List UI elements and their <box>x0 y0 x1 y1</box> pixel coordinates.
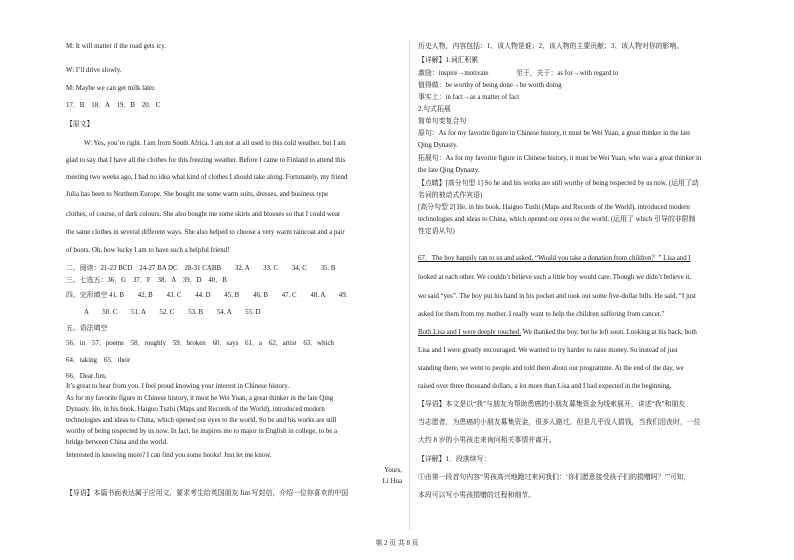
q67-para2-rest: We thanked the boy, but he left soon. Looking at his back, both <box>521 329 697 336</box>
passage-line: the same clothes in several different ways. She also helped to choose a very warm raincoat and a pair <box>66 229 345 236</box>
letter-line: 66．Dear Jim, <box>66 373 107 380</box>
q67-line: Lisa and I were greatly encouraged. We wanted to try harder to raise money. So instead of just <box>418 347 678 354</box>
letter-line: technologies and ideas to China, which opened our eyes to the world. So he and his works are still <box>66 417 337 424</box>
column-divider <box>409 40 410 530</box>
text-line: 名词的被动式作宾语) <box>418 192 483 199</box>
q67-line: standing there, we went to people and told them about our programme. At the end of the day, we <box>418 365 684 372</box>
cloze-answers: 四、完形填空 41. B 42. B 43. C 44. D 45. B 46. B 47. C 48. A 49. <box>66 292 348 299</box>
passage-line: of boots. Oh, how lucky I am to have such a helpful friend! <box>66 247 230 254</box>
letter-line: As for my favorite figure in Chinese history, it must be Wei Yuan, a great thinker in the late Qing <box>66 395 334 402</box>
original-label: 【原文】 <box>66 121 94 128</box>
text-line: 事实上：in fact→as a matter of fact <box>418 94 520 101</box>
text-line: [高分句型 2] He, in his book, Haiguo Tuzhi (Maps and Records of the World), introduced modern <box>418 204 690 211</box>
letter-closing: Yours, <box>384 467 402 474</box>
guide-line: 【详解】1．段落续写： <box>418 456 491 463</box>
guide-line: ①由第一段首句内容“男孩高兴地跑过来问我们：‘你们愿意接受孩子们的捐赠吗？’”可知， <box>418 474 691 481</box>
dialog-line: W: I’ll drive slowly. <box>66 67 122 74</box>
passage-line: meeting two weeks ago, I had no idea what kind of clothes I should take along. Fortunately, my friend <box>66 174 348 181</box>
q67-line: we said “yes”. The boy put his hand in his pocket and took out some five-dollar bills. He said, “I just <box>418 293 696 300</box>
reading-answers: 二、阅读：21-23 BCD 24-27 BA DC 28-31 CABB 32. A 33. C 34. C 35. B <box>66 265 336 272</box>
q67-line: raised over three thousand dollars, a lot more than Lisa and I had expected in the beginning. <box>418 383 672 390</box>
seven-choose-five-answers: 三、七选五：36．G 37．F 38．A 39．D 40．B <box>66 277 227 284</box>
text-line: 2.句式拓展 <box>418 106 451 113</box>
guide-line: 大约 8 岁的小男孩走来询问相关事情并离开。 <box>418 437 556 444</box>
answers-17-20: 17．B 18．A 19．B 20．C <box>66 102 161 109</box>
grammar-label: 五、语法填空 <box>66 325 108 332</box>
text-line: the late Qing Dynasty. <box>418 167 480 174</box>
passage-line: clothes, of course, of dark colours. She also bought me some skirts and blouses so that I could wear <box>66 211 341 218</box>
letter-line: worthy of being respected by us now. In fact, he inspires me to major in English in college, to be a <box>66 428 338 435</box>
letter-signature: Li Hua <box>382 478 402 485</box>
text-line: 激励：inspire→motivate 至于，关于：as for→with regard to <box>418 70 619 77</box>
page-number: 第 2 页 共 8 页 <box>375 540 419 547</box>
passage-line: glad to say that I have all the clothes for this freezing weather. Before I came to Finland to attend this <box>66 157 346 164</box>
text-line: 【详解】1.词汇积累 <box>418 57 479 64</box>
text-line: Qing Dynasty. <box>418 142 458 149</box>
guide-line: 【导语】本文是以“我”与朋友为帮助患癌的小朋友募集资金为线索展开，讲述“我”和朋友 <box>418 401 686 408</box>
letter-line: It’s great to hear from you. I feel proud knowing your interest in Chinese history. <box>66 383 290 390</box>
guide-line: 本段可以写小男孩捐赠的过程和细节。 <box>418 492 536 499</box>
text-line: technologies and ideas to China, which opened our eyes to the world. (运用了 which 引导的非限制 <box>418 216 696 223</box>
text-line: 值得做：be worthy of being done→be worth doing <box>418 82 562 89</box>
letter-line: Interested in knowing more? I can find you some books! Just let me know. <box>66 452 272 459</box>
text-line: 性定语从句) <box>418 228 455 235</box>
guide-line: 当志愿者，为患癌的小朋友募集资金，很多人路过，但是几乎没人捐钱，当我们泪丧时，一位 <box>418 419 701 426</box>
q67-first-line: 67．The boy happily ran to us and asked, “Would you take a donation from children？” Lisa and I <box>418 255 691 262</box>
text-line: 简单句变复合句 <box>418 118 467 125</box>
text-line: 原句：As for my favorite figure in Chinese history, it must be Wei Yuan, a great thinker in the late <box>418 130 691 137</box>
passage-line: Julia has been to Northern Europe. She bought me some warm suits, dresses, and business type <box>66 191 329 198</box>
q67-para2-first-line <box>418 328 697 337</box>
q67-line: looked at each other. We couldn’t believe such a little boy would care. Though we didn’t believe it, <box>418 274 691 281</box>
text-line: 【点睛】[高分句型 1] So he and his works are still worthy of being respected by us now. (运用了动 <box>418 180 699 187</box>
grammar-answers: 56．in 57．poems 58．roughly 59．broken 60．says 61．a 62．artist 63．which <box>66 340 334 347</box>
text-line: 拓展句：As for my favorite figure in Chinese history, it must be Wei Yuan, who was a great thinker in <box>418 155 702 162</box>
text-line: 历史人物，内容包括：1、该人物是谁；2、该人物的主要贡献；3、该人物对你的影响。 <box>418 43 684 50</box>
guide-text: 【导语】本篇书面表达属于应用文，要求考生给英国朋友 Jim 写封信，介绍一位你喜欢的中国 <box>66 490 349 497</box>
letter-line: Dynasty. He, in his book, Haiguo Tuzhi (Maps and Records of the World), introduced modern <box>66 406 325 413</box>
letter-line: bridge between China and the world. <box>66 439 168 446</box>
q67-para2-opening: Both Lisa and I were deeply touched. <box>418 329 522 336</box>
passage-line: W: Yes, you’re right. I am from South Africa. I am not at all used to this cold weather, but I am <box>84 140 346 147</box>
dialog-line: M: Maybe we can get milk later. <box>66 85 156 92</box>
grammar-answers: 64．taking 65．their <box>66 357 131 364</box>
dialog-line: M: It will matter if the road gets icy. <box>66 43 167 50</box>
cloze-answers: A 50. C 51. A 52. C 53. B 54. A 55. D <box>84 309 261 316</box>
q67-line: asked for them from my mother. I really want to help the children suffering from cancer.” <box>418 311 665 318</box>
